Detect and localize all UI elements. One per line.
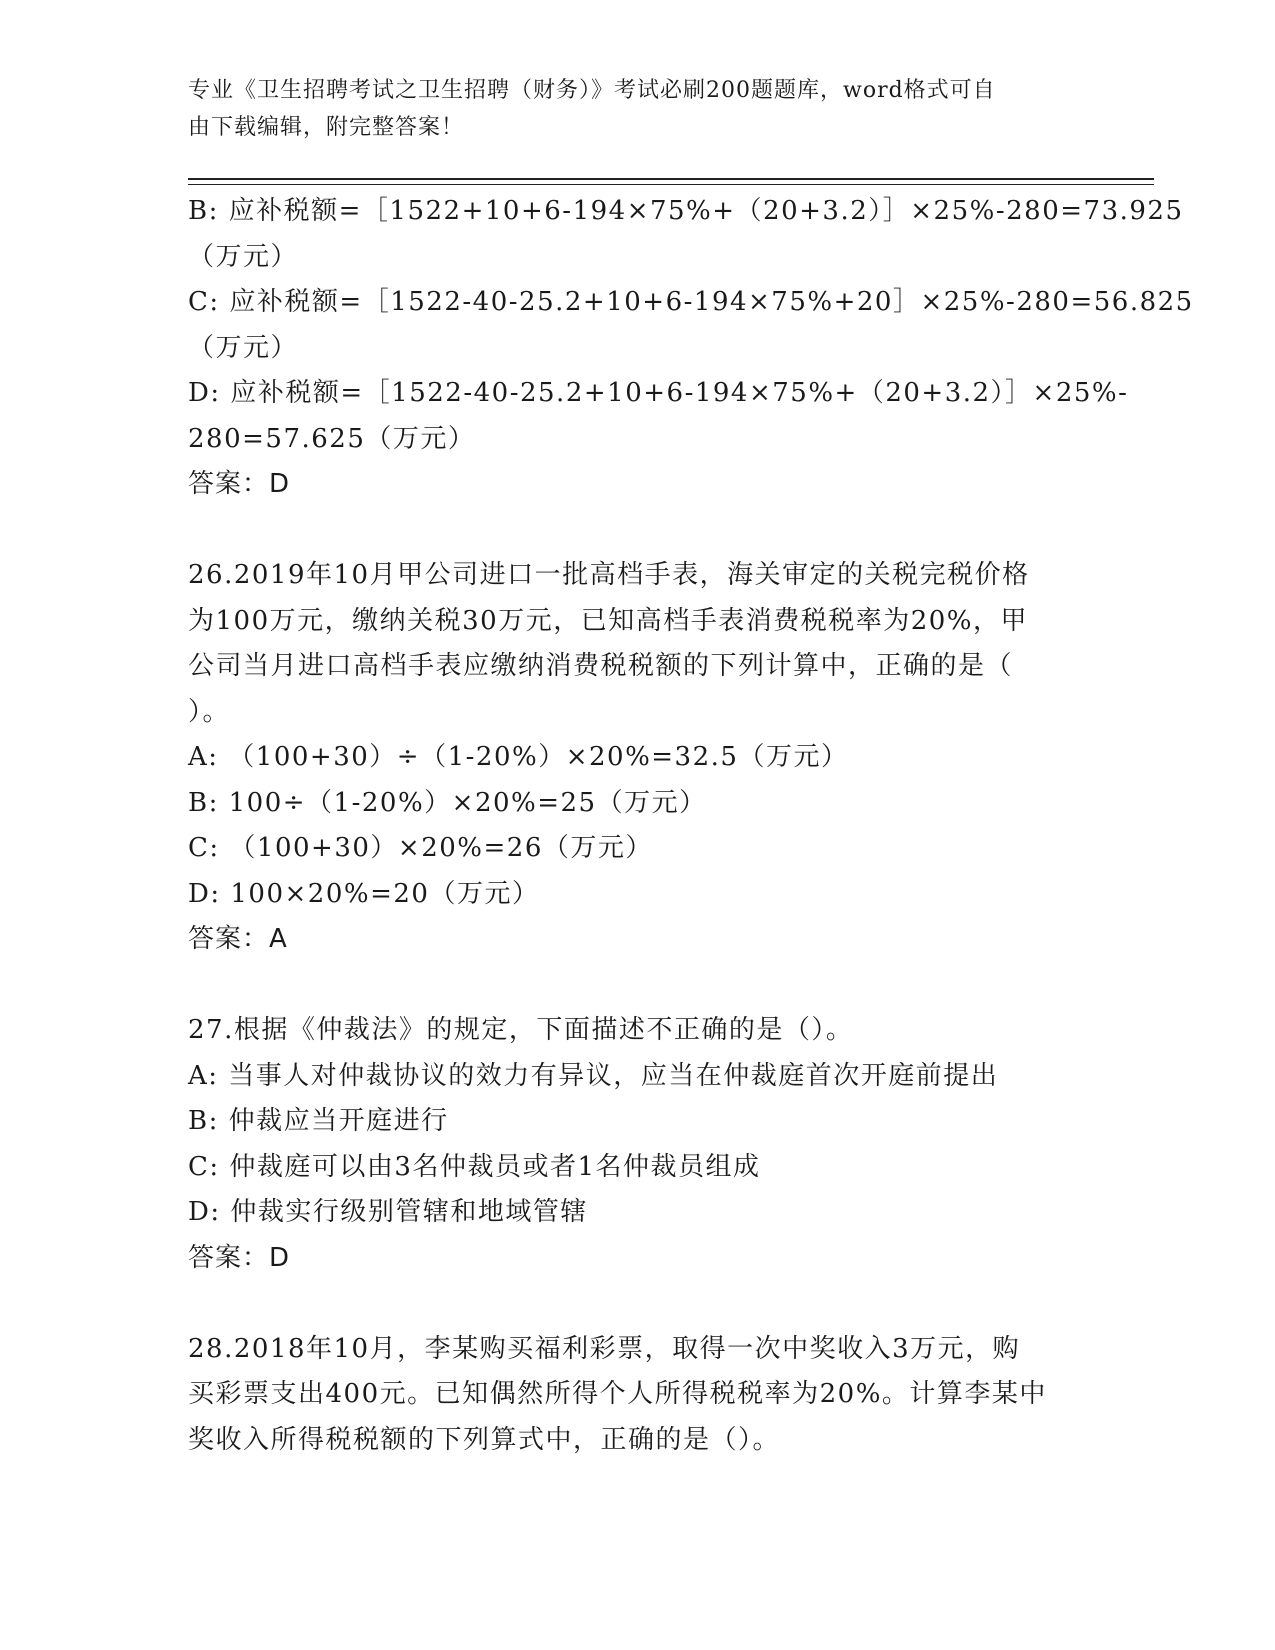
option-d: D: 仲裁实行级别管辖和地域管辖: [188, 1197, 588, 1227]
question-stem-line: 奖收入所得税税额的下列算式中，正确的是（）。: [188, 1424, 781, 1455]
question-26: [188, 553, 1078, 963]
question-25-continued: [188, 189, 1194, 508]
option-c: C: 仲裁庭可以由3名仲裁员或者1名仲裁员组成: [188, 1151, 761, 1182]
header-line-1: 专业《卫生招聘考试之卫生招聘（财务）》考试必刷200题题库，word格式可自: [188, 78, 996, 103]
question-stem-line: 公司当月进口高档手表应缴纳消费税税额的下列计算中，正确的是（: [188, 651, 1014, 681]
document-body: [188, 189, 1194, 1463]
question-stem-line: 27.根据《仲裁法》的规定，下面描述不正确的是（）。: [188, 1015, 854, 1045]
option-d: D: 100×20%=20（万元）: [188, 878, 540, 909]
option-b-line-1: B: 应补税额=［1522+10+6-194×75%+（20+3.2）］×25%-280=73.925: [188, 196, 1184, 226]
document-header: [188, 72, 1068, 146]
option-b: B: 仲裁应当开庭进行: [188, 1106, 449, 1136]
option-b-line-2: （万元）: [188, 241, 299, 272]
header-divider-thick: [188, 178, 1154, 180]
option-c-line-1: C: 应补税额=［1522-40-25.2+10+6-194×75%+20］×25%-280=56.825: [188, 287, 1194, 317]
question-28: [188, 1327, 1078, 1464]
option-a: A: （100+30）÷（1-20%）×20%=32.5（万元）: [188, 742, 849, 772]
header-divider-thin: [188, 184, 1154, 185]
option-b: B: 100÷（1-20%）×20%=25（万元）: [188, 787, 707, 818]
answer-label: 答案：D: [188, 1242, 291, 1273]
question-27: [188, 1008, 1078, 1281]
question-stem-line: 买彩票支出400元。已知偶然所得个人所得税税率为20%。计算李某中: [188, 1379, 1047, 1409]
option-d-line-1: D: 应补税额=［1522-40-25.2+10+6-194×75%+（20+3.2）］×25%-: [188, 378, 1129, 408]
option-c-line-2: （万元）: [188, 332, 299, 363]
question-stem-line: ）。: [188, 696, 231, 727]
question-stem-line: 28.2018年10月，李某购买福利彩票，取得一次中奖收入3万元，购: [188, 1333, 1021, 1364]
spacer: [188, 1281, 1078, 1327]
spacer: [188, 508, 1078, 554]
spacer: [188, 963, 1078, 1009]
answer-label: 答案：A: [188, 924, 288, 954]
option-a: A: 当事人对仲裁协议的效力有异议，应当在仲裁庭首次开庭前提出: [188, 1060, 999, 1091]
option-d-line-2: 280=57.625（万元）: [188, 423, 476, 454]
answer-label: 答案：D: [188, 469, 291, 499]
question-stem-line: 为100万元，缴纳关税30万元，已知高档手表消费税税率为20%，甲: [188, 605, 1028, 636]
question-stem-line: 26.2019年10月甲公司进口一批高档手表，海关审定的关税完税价格: [188, 560, 1030, 590]
option-c: C: （100+30）×20%=26（万元）: [188, 833, 653, 863]
header-line-2: 由下载编辑，附完整答案！: [188, 115, 465, 140]
